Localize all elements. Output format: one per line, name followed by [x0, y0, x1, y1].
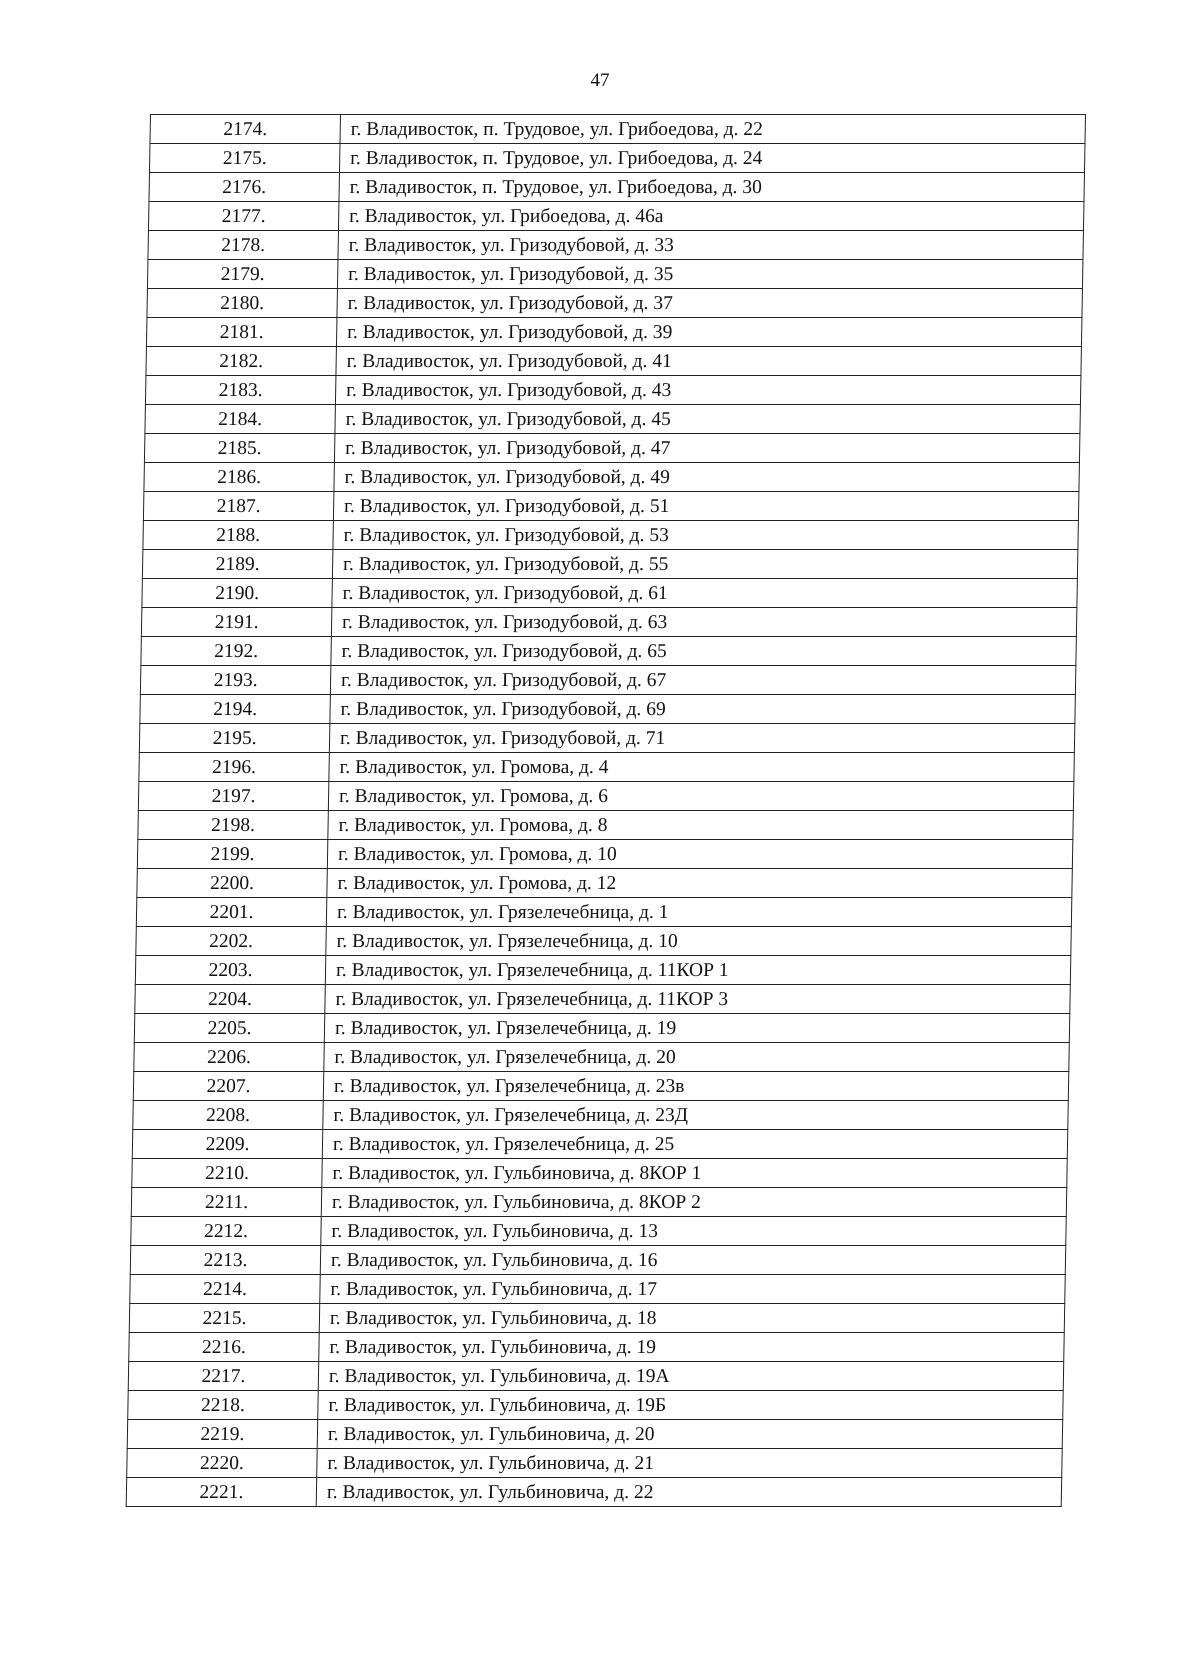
table-row: [132, 1159, 1068, 1188]
row-number-cell: 2193.: [140, 666, 331, 695]
table-row: [142, 579, 1078, 608]
table-row: [138, 811, 1074, 840]
table-row: [148, 231, 1084, 260]
address-cell: г. Владивосток, ул. Грязелечебница, д. 11КОР 1: [325, 956, 1071, 985]
address-cell: г. Владивосток, п. Трудовое, ул. Грибоедова, д. 30: [339, 173, 1085, 202]
address-cell: г. Владивосток, ул. Гульбиновича, д. 21: [317, 1449, 1063, 1478]
address-cell: г. Владивосток, ул. Громова, д. 10: [327, 840, 1073, 869]
row-number-cell: 2209.: [132, 1130, 323, 1159]
address-table: [126, 114, 1086, 1507]
address-cell: г. Владивосток, ул. Гризодубовой, д. 37: [337, 289, 1083, 318]
page-number: 47: [590, 70, 610, 91]
table-row: [136, 927, 1072, 956]
table-row: [127, 1449, 1063, 1478]
row-number-cell: 2200.: [137, 869, 328, 898]
table-row: [135, 985, 1071, 1014]
address-cell: г. Владивосток, ул. Гризодубовой, д. 55: [332, 550, 1078, 579]
row-number-cell: 2181.: [146, 318, 337, 347]
table-row: [130, 1246, 1066, 1275]
address-cell: г. Владивосток, ул. Гризодубовой, д. 71: [329, 724, 1075, 753]
table-row: [147, 289, 1083, 318]
row-number-cell: 2216.: [129, 1333, 320, 1362]
address-cell: г. Владивосток, ул. Гризодубовой, д. 47: [334, 434, 1080, 463]
table-row: [139, 724, 1075, 753]
address-cell: г. Владивосток, ул. Гризодубовой, д. 41: [336, 347, 1082, 376]
address-table-container: [126, 114, 1085, 1507]
table-row: [144, 434, 1080, 463]
address-cell: г. Владивосток, ул. Гризодубовой, д. 35: [337, 260, 1083, 289]
address-cell: г. Владивосток, ул. Гульбиновича, д. 20: [317, 1420, 1063, 1449]
address-cell: г. Владивосток, ул. Громова, д. 8: [328, 811, 1074, 840]
table-row: [148, 202, 1084, 231]
address-cell: г. Владивосток, ул. Гульбиновича, д. 17: [320, 1275, 1066, 1304]
row-number-cell: 2204.: [135, 985, 326, 1014]
table-row: [137, 840, 1073, 869]
address-cell: г. Владивосток, ул. Гризодубовой, д. 51: [333, 492, 1079, 521]
address-cell: г. Владивосток, ул. Грязелечебница, д. 20: [324, 1043, 1070, 1072]
row-number-cell: 2187.: [143, 492, 334, 521]
address-cell: г. Владивосток, ул. Гризодубовой, д. 39: [336, 318, 1082, 347]
address-cell: г. Владивосток, ул. Гульбиновича, д. 19А: [318, 1362, 1064, 1391]
row-number-cell: 2189.: [142, 550, 333, 579]
address-cell: г. Владивосток, ул. Гризодубовой, д. 45: [335, 405, 1081, 434]
address-cell: г. Владивосток, ул. Грязелечебница, д. 11КОР 3: [325, 985, 1071, 1014]
table-row: [132, 1130, 1068, 1159]
address-cell: г. Владивосток, ул. Грязелечебница, д. 10: [326, 927, 1072, 956]
table-row: [149, 173, 1085, 202]
row-number-cell: 2215.: [129, 1304, 320, 1333]
row-number-cell: 2184.: [145, 405, 336, 434]
table-row: [129, 1333, 1065, 1362]
table-row: [134, 1043, 1070, 1072]
table-row: [137, 869, 1073, 898]
row-number-cell: 2199.: [137, 840, 328, 869]
row-number-cell: 2180.: [147, 289, 338, 318]
row-number-cell: 2176.: [149, 173, 340, 202]
row-number-cell: 2190.: [142, 579, 333, 608]
row-number-cell: 2185.: [144, 434, 335, 463]
table-row: [131, 1188, 1067, 1217]
address-cell: г. Владивосток, ул. Громова, д. 6: [328, 782, 1074, 811]
address-cell: г. Владивосток, ул. Гризодубовой, д. 61: [332, 579, 1078, 608]
table-row: [128, 1391, 1064, 1420]
address-cell: г. Владивосток, ул. Гульбиновича, д. 16: [320, 1246, 1066, 1275]
address-cell: г. Владивосток, ул. Гульбиновича, д. 22: [316, 1478, 1062, 1507]
row-number-cell: 2174.: [150, 115, 341, 144]
row-number-cell: 2183.: [145, 376, 336, 405]
table-row: [141, 637, 1077, 666]
address-cell: г. Владивосток, ул. Гульбиновича, д. 13: [321, 1217, 1067, 1246]
address-cell: г. Владивосток, ул. Гризодубовой, д. 43: [335, 376, 1081, 405]
row-number-cell: 2201.: [136, 898, 327, 927]
address-cell: г. Владивосток, ул. Грязелечебница, д. 23в: [323, 1072, 1069, 1101]
table-row: [134, 1014, 1070, 1043]
address-cell: г. Владивосток, ул. Гризодубовой, д. 63: [331, 608, 1077, 637]
table-row: [146, 318, 1082, 347]
row-number-cell: 2194.: [140, 695, 331, 724]
address-cell: г. Владивосток, ул. Громова, д. 4: [329, 753, 1075, 782]
address-cell: г. Владивосток, ул. Гризодубовой, д. 49: [334, 463, 1080, 492]
row-number-cell: 2221.: [126, 1478, 317, 1507]
address-table-body: [126, 115, 1085, 1507]
table-row: [130, 1275, 1066, 1304]
table-row: [143, 492, 1079, 521]
row-number-cell: 2217.: [128, 1362, 319, 1391]
address-cell: г. Владивосток, ул. Гульбиновича, д. 18: [319, 1304, 1065, 1333]
row-number-cell: 2220.: [127, 1449, 318, 1478]
table-row: [133, 1101, 1069, 1130]
row-number-cell: 2188.: [143, 521, 334, 550]
row-number-cell: 2179.: [147, 260, 338, 289]
address-cell: г. Владивосток, п. Трудовое, ул. Грибоедова, д. 24: [339, 144, 1085, 173]
table-row: [147, 260, 1083, 289]
table-row: [149, 144, 1085, 173]
table-row: [133, 1072, 1069, 1101]
table-row: [145, 376, 1081, 405]
table-row: [144, 463, 1080, 492]
table-row: [145, 405, 1081, 434]
row-number-cell: 2197.: [138, 782, 329, 811]
address-cell: г. Владивосток, ул. Гульбиновича, д. 19: [319, 1333, 1065, 1362]
table-row: [126, 1478, 1062, 1507]
row-number-cell: 2178.: [148, 231, 339, 260]
table-row: [128, 1362, 1064, 1391]
row-number-cell: 2186.: [144, 463, 335, 492]
row-number-cell: 2219.: [127, 1420, 318, 1449]
address-cell: г. Владивосток, ул. Грязелечебница, д. 19: [324, 1014, 1070, 1043]
row-number-cell: 2202.: [136, 927, 327, 956]
address-cell: г. Владивосток, ул. Гризодубовой, д. 67: [330, 666, 1076, 695]
row-number-cell: 2191.: [141, 608, 332, 637]
address-cell: г. Владивосток, ул. Грязелечебница, д. 1: [326, 898, 1072, 927]
row-number-cell: 2195.: [139, 724, 330, 753]
address-cell: г. Владивосток, ул. Грибоедова, д. 46а: [338, 202, 1084, 231]
row-number-cell: 2198.: [138, 811, 329, 840]
row-number-cell: 2213.: [130, 1246, 321, 1275]
row-number-cell: 2211.: [131, 1188, 322, 1217]
table-row: [136, 898, 1072, 927]
address-cell: г. Владивосток, ул. Гульбиновича, д. 8КОР 2: [321, 1188, 1067, 1217]
table-row: [131, 1217, 1067, 1246]
row-number-cell: 2192.: [141, 637, 332, 666]
row-number-cell: 2196.: [139, 753, 330, 782]
row-number-cell: 2218.: [128, 1391, 319, 1420]
address-cell: г. Владивосток, ул. Гризодубовой, д. 69: [330, 695, 1076, 724]
row-number-cell: 2203.: [135, 956, 326, 985]
address-cell: г. Владивосток, ул. Гризодубовой, д. 33: [338, 231, 1084, 260]
table-row: [140, 695, 1076, 724]
table-row: [142, 550, 1078, 579]
row-number-cell: 2212.: [131, 1217, 322, 1246]
row-number-cell: 2182.: [146, 347, 337, 376]
table-row: [146, 347, 1082, 376]
address-cell: г. Владивосток, ул. Гульбиновича, д. 8КОР 1: [322, 1159, 1068, 1188]
table-row: [127, 1420, 1063, 1449]
table-row: [135, 956, 1071, 985]
table-row: [129, 1304, 1065, 1333]
table-row: [141, 608, 1077, 637]
row-number-cell: 2207.: [133, 1072, 324, 1101]
table-row: [140, 666, 1076, 695]
row-number-cell: 2210.: [132, 1159, 323, 1188]
address-cell: г. Владивосток, ул. Грязелечебница, д. 23Д: [323, 1101, 1069, 1130]
address-cell: г. Владивосток, п. Трудовое, ул. Грибоедова, д. 22: [340, 115, 1086, 144]
table-row: [150, 115, 1086, 144]
address-cell: г. Владивосток, ул. Гризодубовой, д. 53: [333, 521, 1079, 550]
address-cell: г. Владивосток, ул. Грязелечебница, д. 25: [322, 1130, 1068, 1159]
row-number-cell: 2205.: [134, 1014, 325, 1043]
address-cell: г. Владивосток, ул. Гульбиновича, д. 19Б: [318, 1391, 1064, 1420]
table-row: [138, 782, 1074, 811]
row-number-cell: 2206.: [134, 1043, 325, 1072]
table-row: [139, 753, 1075, 782]
address-cell: г. Владивосток, ул. Гризодубовой, д. 65: [331, 637, 1077, 666]
address-cell: г. Владивосток, ул. Громова, д. 12: [327, 869, 1073, 898]
row-number-cell: 2175.: [149, 144, 340, 173]
row-number-cell: 2214.: [130, 1275, 321, 1304]
row-number-cell: 2177.: [148, 202, 339, 231]
table-row: [143, 521, 1079, 550]
row-number-cell: 2208.: [133, 1101, 324, 1130]
